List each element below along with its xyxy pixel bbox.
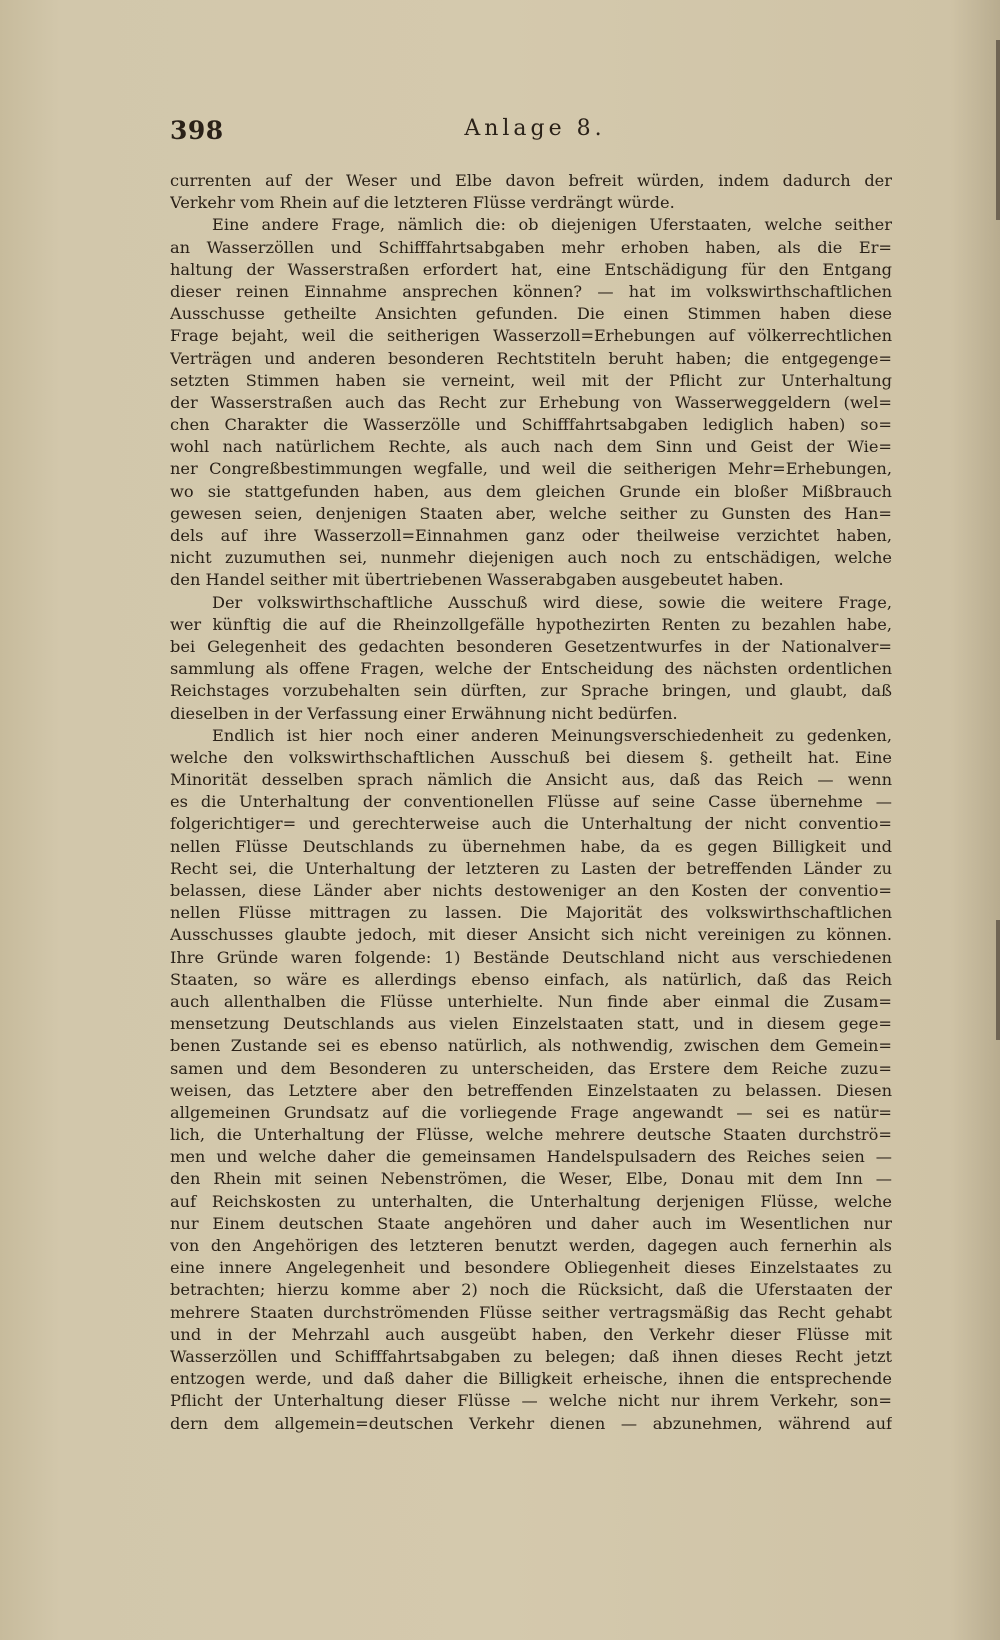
text-line: mensetzung Deutschlands aus vielen Einzelstaaten statt, und in diesem gege= [170, 1014, 892, 1034]
text-line: Staaten, so wäre es allerdings ebenso einfach, als natürlich, daß das Reich [170, 969, 892, 989]
text-line: Verträgen und anderen besonderen Rechtstiteln beruht haben; die entgegenge= [170, 348, 892, 368]
text-line: Eine andere Frage, nämlich die: ob diejenigen Uferstaaten, welche seither [212, 215, 892, 235]
text-line: weisen, das Letztere aber den betreffenden Einzelstaaten zu belassen. Diesen [170, 1080, 892, 1100]
text-line: von den Angehörigen des letzteren benutzt werden, dagegen auch fernerhin als [170, 1236, 892, 1255]
text-line: Minorität desselben sprach nämlich die Ansicht aus, daß das Reich — wenn [170, 770, 892, 790]
text-line: es die Unterhaltung der conventionellen Flüsse auf seine Casse übernehme — [170, 792, 892, 812]
text-line: Recht sei, die Unterhaltung der letzteren zu Lasten der betreffenden Länder zu [170, 858, 892, 878]
text-line: Der volkswirthschaftliche Ausschuß wird diese, sowie die weitere Frage, [212, 592, 892, 612]
text-line: entzogen werde, und daß daher die Billigkeit erheische, ihnen die entsprechende [170, 1369, 892, 1389]
text-line: Endlich ist hier noch einer anderen Meinungsverschiedenheit zu gedenken, [212, 725, 892, 745]
text-line: bei Gelegenheit des gedachten besonderen Gesetzentwurfes in der Nationalver= [170, 636, 892, 656]
text-line: Wasserzöllen und Schifffahrtsabgaben zu belegen; daß ihnen dieses Recht jetzt [170, 1346, 892, 1366]
text-line: dels auf ihre Wasserzoll=Einnahmen ganz oder theilweise verzichtet haben, [170, 526, 892, 545]
text-line: nur Einem deutschen Staate angehören und daher auch im Wesentlichen nur [170, 1213, 892, 1233]
text-line: auf Reichskosten zu unterhalten, die Unterhaltung derjenigen Flüsse, welche [170, 1191, 892, 1211]
text-line: men und welche daher die gemeinsamen Handelspulsadern des Reiches seien — [170, 1147, 892, 1167]
page-edge-shadow [996, 920, 1000, 1040]
text-line: lich, die Unterhaltung der Flüsse, welche mehrere deutsche Staaten durchströ= [170, 1125, 892, 1145]
text-line: eine innere Angelegenheit und besondere Obliegenheit dieses Einzelstaates zu [170, 1258, 892, 1278]
text-line: dieselben in der Verfassung einer Erwähnung nicht bedürfen. [170, 703, 678, 723]
text-line: dieser reinen Einnahme ansprechen können? — hat im volkswirthschaftlichen [170, 281, 892, 301]
body-text [170, 170, 892, 1435]
text-line: belassen, diese Länder aber nichts destoweniger an den Kosten der conventio= [170, 881, 892, 900]
text-line: Ausschusse getheilte Ansichten gefunden. Die einen Stimmen haben diese [170, 304, 892, 324]
text-line: chen Charakter die Wasserzölle und Schifffahrtsabgaben lediglich haben) so= [170, 415, 892, 435]
running-head: Anlage 8. [464, 116, 606, 141]
text-line: Ausschusses glaubte jedoch, mit dieser Ansicht sich nicht vereinigen zu können. [170, 925, 892, 945]
text-line: currenten auf der Weser und Elbe davon befreit würden, indem dadurch der [170, 171, 892, 190]
text-line: an Wasserzöllen und Schifffahrtsabgaben mehr erhoben haben, als die Er= [170, 237, 892, 257]
text-line: und in der Mehrzahl auch ausgeübt haben, den Verkehr dieser Flüsse mit [170, 1324, 892, 1344]
text-line: auch allenthalben die Flüsse unterhielte. Nun finde aber einmal die Zusam= [170, 991, 892, 1011]
text-line: gewesen seien, denjenigen Staaten aber, welche seither zu Gunsten des Han= [170, 503, 892, 523]
text-line: Verkehr vom Rhein auf die letzteren Flüsse verdrängt würde. [170, 193, 675, 213]
text-line: Pflicht der Unterhaltung dieser Flüsse — welche nicht nur ihrem Verkehr, son= [170, 1391, 892, 1411]
text-line: allgemeinen Grundsatz auf die vorliegende Frage angewandt — sei es natür= [170, 1102, 892, 1122]
text-line: nellen Flüsse Deutschlands zu übernehmen habe, da es gegen Billigkeit und [170, 836, 892, 856]
text-line: wohl nach natürlichem Rechte, als auch nach dem Sinn und Geist der Wie= [170, 437, 892, 457]
text-line: dern dem allgemein=deutschen Verkehr dienen — abzunehmen, während auf [170, 1413, 892, 1433]
text-line: ner Congreßbestimmungen wegfalle, und weil die seitherigen Mehr=Erhebungen, [170, 459, 892, 479]
page-number: 398 [170, 116, 224, 145]
text-line: nellen Flüsse mittragen zu lassen. Die Majorität des volkswirthschaftlichen [170, 903, 892, 923]
text-line: den Rhein mit seinen Nebenströmen, die Weser, Elbe, Donau mit dem Inn — [170, 1169, 892, 1189]
text-line: haltung der Wasserstraßen erfordert hat, eine Entschädigung für den Entgang [170, 259, 892, 279]
text-line: benen Zustande sei es ebenso natürlich, als nothwendig, zwischen dem Gemein= [170, 1036, 892, 1056]
page-edge-shadow [996, 40, 1000, 220]
text-line: wo sie stattgefunden haben, aus dem gleichen Grunde ein bloßer Mißbrauch [170, 481, 892, 501]
text-line: wer künftig die auf die Rheinzollgefälle hypothezirten Renten zu bezahlen habe, [170, 614, 892, 634]
text-line: Ihre Gründe waren folgende: 1) Bestände Deutschland nicht aus verschiedenen [170, 947, 892, 967]
page-header [170, 116, 900, 152]
text-line: samen und dem Besonderen zu unterscheiden, das Erstere dem Reiche zuzu= [170, 1058, 892, 1078]
text-line: den Handel seither mit übertriebenen Wasserabgaben ausgebeutet haben. [170, 570, 784, 590]
text-line: betrachten; hierzu komme aber 2) noch die Rücksicht, daß die Uferstaaten der [170, 1280, 892, 1300]
text-line: mehrere Staaten durchströmenden Flüsse seither vertragsmäßig das Recht gehabt [170, 1302, 892, 1322]
text-line: sammlung als offene Fragen, welche der Entscheidung des nächsten ordentlichen [170, 659, 892, 679]
text-line: setzten Stimmen haben sie verneint, weil mit der Pflicht zur Unterhaltung [170, 370, 892, 390]
text-line: folgerichtiger= und gerechterweise auch die Unterhaltung der nicht conventio= [170, 814, 892, 834]
text-line: Reichstages vorzubehalten sein dürften, zur Sprache bringen, und glaubt, daß [170, 681, 892, 701]
text-line: nicht zuzumuthen sei, nunmehr diejenigen auch noch zu entschädigen, welche [170, 548, 892, 568]
text-line: der Wasserstraßen auch das Recht zur Erhebung von Wasserweggeldern (wel= [170, 392, 892, 412]
text-line: Frage bejaht, weil die seitherigen Wasserzoll=Erhebungen auf völkerrechtlichen [170, 326, 892, 346]
text-line: welche den volkswirthschaftlichen Ausschuß bei diesem §. getheilt hat. Eine [170, 747, 892, 767]
